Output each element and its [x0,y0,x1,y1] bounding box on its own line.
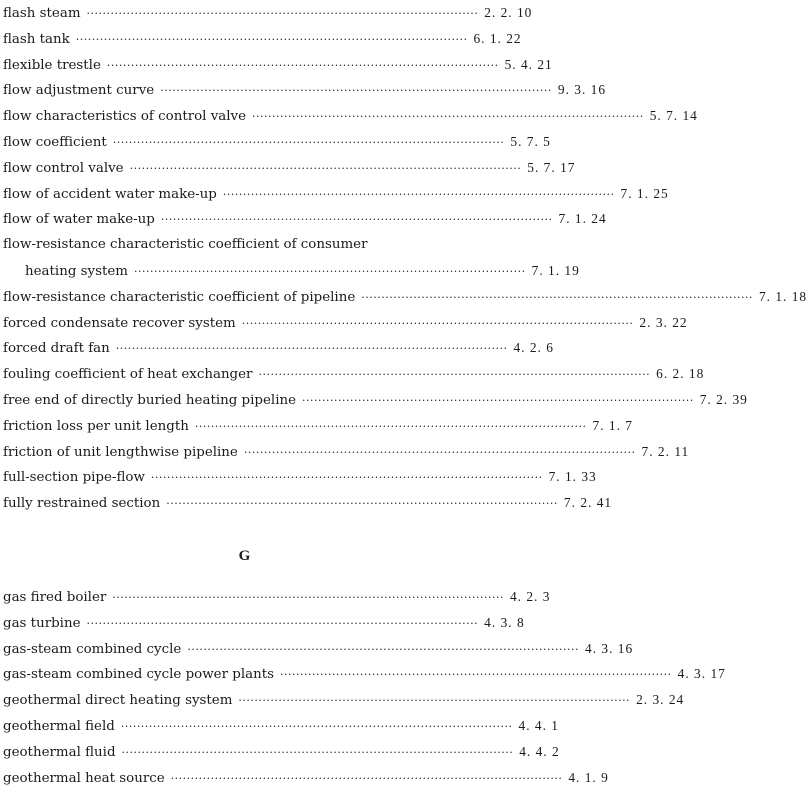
entry-term: geothermal direct heating system [3,693,233,709]
index-entry [3,713,559,739]
entry-page-ref: 7. 1. 19 [531,262,580,278]
dot-leader: ·································································································· [241,316,634,330]
dot-leader: ·································································································· [252,110,644,124]
dot-leader: ·································································································· [106,58,499,72]
dot-leader: ·································································································· [238,694,631,708]
entry-term: heating system [25,263,128,279]
entry-page-ref: 4. 3. 17 [677,666,726,682]
entry-page-ref: 4. 3. 8 [484,614,525,630]
entry-page-ref: 5. 7. 17 [527,159,576,175]
entry-page-ref: 7. 2. 11 [641,443,690,459]
dot-leader: ·································································································· [115,342,508,356]
entry-page-ref: 6. 1. 22 [473,30,522,46]
entry-term: full-section pipe-flow [3,470,145,486]
entry-term: fully restrained section [3,496,161,512]
dot-leader: ·································································································· [279,668,672,682]
dot-leader: ·································································································· [243,445,636,459]
index-entry [3,129,551,155]
dot-leader: ·································································································· [222,187,615,201]
index-entry [3,464,597,490]
index-entry [3,661,726,687]
entry-term: free end of directly buried heating pipeline [3,392,297,408]
index-entry [3,636,634,662]
entry-term: friction loss per unit length [3,418,189,434]
entry-page-ref: 7. 2. 41 [563,495,613,511]
entry-page-ref: 2. 3. 22 [639,314,688,330]
entry-page-ref: 5. 4. 21 [504,56,553,72]
entry-page-ref: 5. 7. 14 [649,108,698,124]
entry-page-ref: 4. 4. 1 [518,717,559,733]
index-entry [3,26,522,52]
dot-leader: ·································································································· [86,616,479,630]
dot-leader: ·································································································· [86,7,479,20]
entry-term: flow control valve [3,160,124,176]
index-entry [3,335,554,361]
entry-term: gas turbine [3,615,81,631]
dot-leader: ·································································································· [258,368,651,382]
dot-leader: ·································································································· [194,419,587,433]
index-entry [3,77,607,103]
entry-term: flash tank [3,31,70,47]
dot-leader: ·································································································· [361,290,753,304]
entry-page-ref: 4. 3. 16 [585,640,634,656]
entry-term: gas-steam combined cycle power plants [3,667,274,683]
index-entry [3,490,613,516]
entry-term: flow adjustment curve [3,83,155,99]
entry-term: flow coefficient [3,134,107,150]
index-entry [3,739,560,765]
dot-leader: ·································································································· [133,264,526,278]
index-entry [3,206,607,232]
entry-term: geothermal fluid [3,744,116,760]
entry-term: flexible trestle [3,57,101,73]
index-section-g [3,584,726,790]
index-entry [3,284,807,310]
index-entry [3,181,669,207]
index-entry [3,584,551,610]
dot-leader: ·································································································· [170,771,563,785]
dot-leader: ·································································································· [166,497,558,511]
entry-term: friction of unit lengthwise pipeline [3,444,238,460]
index-entry [3,361,705,387]
entry-term: flow-resistance characteristic coefficient of pipeline [3,289,356,305]
entry-term: gas-steam combined cycle [3,641,182,657]
index-entry [3,413,633,439]
dot-leader: ·································································································· [187,642,580,656]
dot-leader: ·································································································· [120,719,513,733]
entry-term: flash steam [3,6,81,21]
entry-page-ref: 4. 2. 3 [509,588,551,604]
index-entry [3,439,690,465]
dot-leader: ·································································································· [121,745,514,759]
entry-term: flow of accident water make-up [3,186,217,202]
index-entry [3,765,609,791]
entry-page-ref: 7. 1. 18 [758,288,807,304]
entry-page-ref: 4. 1. 9 [568,769,609,785]
dot-leader: ·································································································· [302,393,694,407]
index-entry [3,155,576,181]
entry-page-ref: 9. 3. 16 [557,82,607,98]
entry-page-ref: 7. 1. 25 [620,185,669,201]
entry-page-ref: 4. 4. 2 [519,743,560,759]
index-entry [3,103,698,129]
entry-term: gas fired boiler [3,589,107,605]
entry-term: geothermal heat source [3,770,165,786]
index-entry [3,310,688,336]
entry-page-ref: 6. 2. 18 [656,366,705,382]
section-heading-g: G [238,547,251,564]
dot-leader: ·································································································· [112,135,505,149]
entry-term: forced condensate recover system [3,315,236,331]
entry-page-ref: 7. 1. 33 [548,469,597,485]
entry-term: forced draft fan [3,341,110,357]
entry-page-ref: 2. 2. 10 [484,5,533,20]
dot-leader: ·································································································· [112,590,504,604]
index-page [3,0,807,790]
entry-page-ref: 7. 1. 7 [592,417,633,433]
index-entry [3,232,580,284]
entry-term-line1: flow-resistance characteristic coefficient of consumer [3,237,368,253]
index-entry [3,387,748,413]
entry-page-ref: 2. 3. 24 [636,692,685,708]
entry-term: geothermal field [3,718,115,734]
entry-term-continuation [3,258,580,284]
entry-term: flow characteristics of control valve [3,109,247,125]
entry-term: flow of water make-up [3,212,155,228]
index-entry [3,687,685,713]
entry-page-ref: 7. 1. 24 [558,211,607,227]
dot-leader: ·································································································· [129,161,522,175]
index-entry [3,0,533,26]
dot-leader: ·································································································· [160,84,552,98]
entry-page-ref: 4. 2. 6 [513,340,554,356]
index-entry [3,610,525,636]
entry-term: fouling coefficient of heat exchanger [3,367,253,383]
index-section-f [3,0,807,516]
entry-page-ref: 7. 2. 39 [699,391,748,407]
index-entry [3,52,553,78]
dot-leader: ·································································································· [160,213,553,227]
dot-leader: ·································································································· [75,32,468,46]
dot-leader: ·································································································· [150,471,543,485]
entry-page-ref: 5. 7. 5 [510,133,551,149]
